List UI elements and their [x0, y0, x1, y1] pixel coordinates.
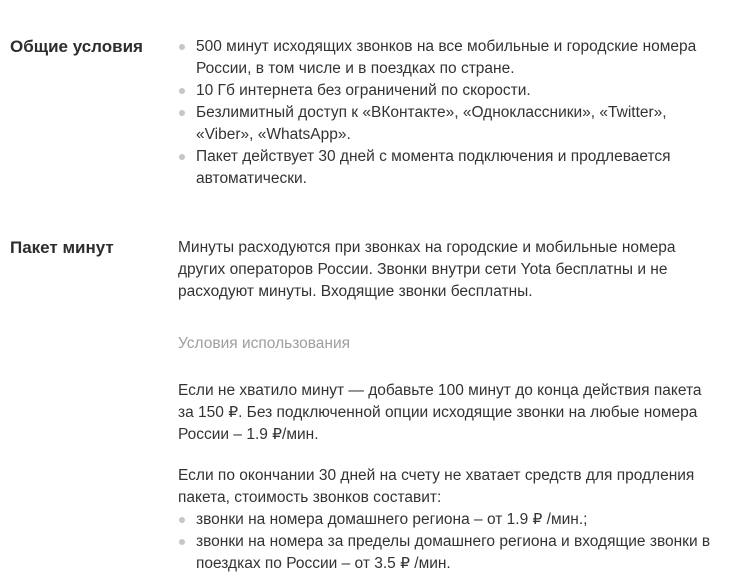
list-item-text: звонки на номера домашнего региона – от 1.9 ₽ /мин.;	[196, 511, 588, 528]
bullet-icon	[179, 44, 185, 50]
minutes-package-title: Пакет минут	[10, 238, 114, 257]
general-conditions-content	[178, 36, 711, 190]
list-item-text: Безлимитный доступ к «ВКонтакте», «Одноклассники», «Twitter», «Viber», «WhatsApp».	[196, 104, 667, 143]
minutes-usage-paragraph: Минуты расходуются при звонках на городские и мобильные номера других операторов России. Звонки внутри сети Yota бесплатны и не расходуют минуты. Входящие звонки бесплатны.	[178, 239, 676, 300]
general-conditions-title: Общие условия	[10, 37, 143, 56]
section-general-conditions	[0, 36, 743, 190]
list-item-text: 10 Гб интернета без ограничений по скорости.	[196, 82, 531, 99]
usage-conditions-heading: Условия использования	[178, 335, 351, 352]
list-item-text: Пакет действует 30 дней с момента подключения и продлевается автоматически.	[196, 148, 671, 187]
list-item	[178, 531, 711, 575]
list-item	[178, 36, 711, 80]
list-item	[178, 509, 711, 531]
bullet-icon	[179, 88, 185, 94]
bullet-icon	[179, 154, 185, 160]
minutes-package-content	[178, 237, 711, 575]
list-item-text: звонки на номера за пределы домашнего региона и входящие звонки в поездках по России – от 3.5 ₽ /мин.	[196, 533, 711, 572]
list-item	[178, 146, 711, 190]
bullet-icon	[179, 517, 185, 523]
general-conditions-list	[178, 36, 711, 190]
call-costs-list	[178, 509, 711, 575]
add-minutes-paragraph: Если не хватило минут — добавьте 100 минут до конца действия пакета за 150 ₽. Без подключенной опции исходящие звонки на любые номера России – 1.9 ₽/мин.	[178, 382, 702, 443]
section-minutes-package	[0, 237, 743, 575]
list-item	[178, 102, 711, 146]
bullet-icon	[179, 110, 185, 116]
renewal-cost-paragraph: Если по окончании 30 дней на счету не хватает средств для продления пакета, стоимость звонков составит:	[178, 467, 695, 506]
list-item	[178, 80, 711, 102]
bullet-icon	[179, 539, 185, 545]
list-item-text: 500 минут исходящих звонков на все мобильные и городские номера России, в том числе и в поездках по стране.	[196, 38, 697, 77]
